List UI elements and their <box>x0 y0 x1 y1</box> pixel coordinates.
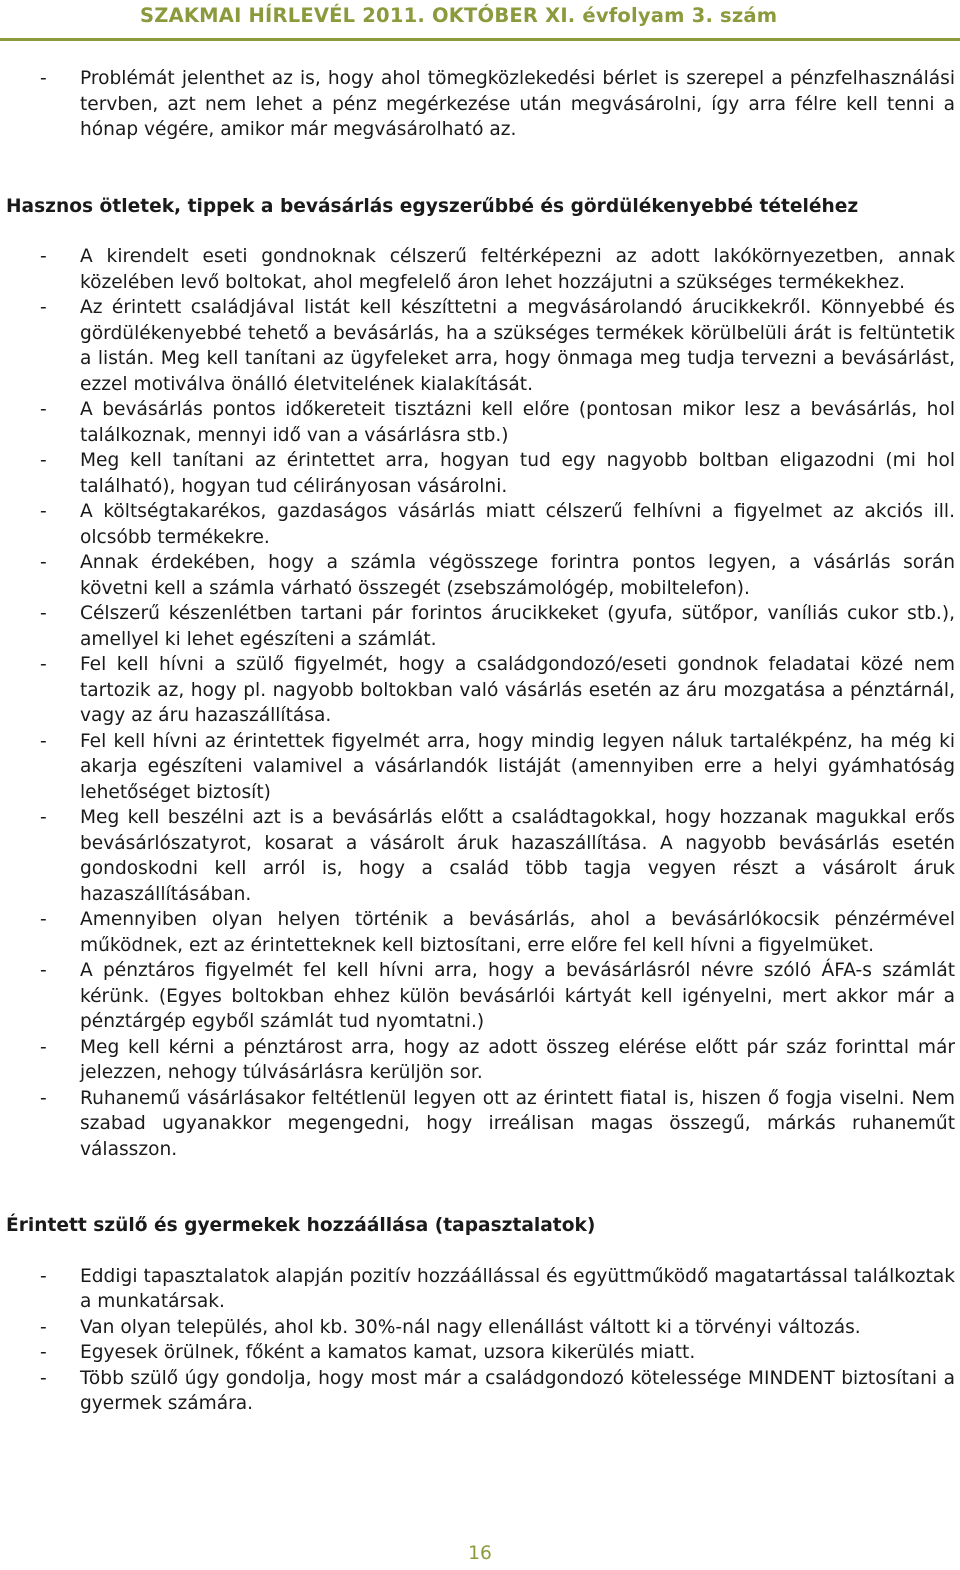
section-heading-attitudes: Érintett szülő és gyermekek hozzáállása (tapasztalatok) <box>6 1215 596 1236</box>
intro-list <box>6 66 955 143</box>
list-dash: - <box>40 1265 47 1287</box>
list-dash: - <box>40 246 47 267</box>
list-dash: - <box>40 399 47 420</box>
spacer <box>6 219 955 244</box>
list-dash: - <box>40 501 47 522</box>
list-item-text: Több szülő úgy gondolja, hogy most már a családgondozó kötelessége MINDENT biztosítani a gyermek számára. <box>80 1367 955 1414</box>
list-item-text: A bevásárlás pontos időkereteit tisztázni kell előre (pontosan mikor lesz a bevásárlás, hol találkoznak, mennyi idő van a vásárlásra stb.) <box>80 399 955 446</box>
list-item-text: Fel kell hívni az érintettek figyelmét arra, hogy mindig legyen náluk tartalékpénz, ha még ki akarja egészíteni valamivel a vásárlandók listáját (amennyiben erre a helyi gyámhatóság lehetőséget biztosít) <box>80 730 955 803</box>
list-item-text: Van olyan település, ahol kb. 30%-nál nagy ellenállást váltott ki a törvényi változás. <box>80 1316 861 1338</box>
list-item <box>6 295 955 397</box>
list-item-text: A kirendelt eseti gondnoknak célszerű feltérképezni az adott lakókörnyezetben, annak közelében levő boltokat, ahol megfelelő áron lehet hozzájutni a szükséges termékekhez. <box>80 246 955 293</box>
list-item-text: Problémát jelenthet az is, hogy ahol tömegközlekedési bérlet is szerepel a pénzfelhasználási tervben, azt nem lehet a pénz megérkezése után megvásárolni, így arra félre kell tenni a hónap végére, amikor már megvásárolható az. <box>80 68 955 140</box>
list-dash: - <box>40 1087 47 1109</box>
list-item <box>6 66 955 143</box>
list-dash: - <box>40 297 47 318</box>
list-item <box>6 805 955 907</box>
list-item <box>6 1035 955 1086</box>
list-item-text: Fel kell hívni a szülő figyelmét, hogy a családgondozó/eseti gondnok feladatai közé nem tartozik az, hogy pl. nagyobb boltokban való vásárlás esetén az áru mozgatása a pénztárnál, vagy az áru hazaszállítása. <box>80 654 955 726</box>
list-dash: - <box>40 68 47 89</box>
list-item-text: Amennyiben olyan helyen történik a bevásárlás, ahol a bevásárlókocsik pénzérmével működnek, ezt az érintetteknek kell biztosítani, erre előre fel kell hívni a figyelmüket. <box>80 909 955 956</box>
list-item <box>6 244 955 295</box>
list-item-text: Meg kell beszélni azt is a bevásárlás előtt a családtagokkal, hogy hozzanak magukkal erős bevásárlószatyrot, kosarat a vásárolt áruk hazaszállítása. A nagyobb bevásárlás esetén gondoskodni kell arról is, hogy a család több tagja vegyen részt a vásárolt áruk hazaszállításában. <box>80 807 955 905</box>
attitudes-list <box>6 1264 955 1417</box>
list-item <box>6 550 955 601</box>
list-item-text: Eddigi tapasztalatok alapján pozitív hozzáállással és együttműködő magatartással találkoztak a munkatársak. <box>80 1265 955 1312</box>
newsletter-title: SZAKMAI HÍRLEVÉL 2011. OKTÓBER XI. évfolyam 3. szám <box>140 4 778 27</box>
spacer <box>6 1162 955 1213</box>
list-dash: - <box>40 730 47 752</box>
list-item <box>6 1315 955 1341</box>
list-item <box>6 499 955 550</box>
list-dash: - <box>40 552 47 573</box>
list-item <box>6 397 955 448</box>
list-item <box>6 729 955 806</box>
list-item-text: Meg kell tanítani az érintettet arra, hogyan tud egy nagyobb boltban eligazodni (mi hol található), hogyan tud célirányosan vásárolni. <box>80 450 955 497</box>
spacer <box>6 143 955 194</box>
list-item-text: Meg kell kérni a pénztárost arra, hogy az adott összeg elérése előtt pár száz forinttal már jelezzen, nehogy túlvásárlásra kerüljön sor. <box>80 1036 955 1083</box>
list-item <box>6 1264 955 1315</box>
list-item <box>6 652 955 729</box>
list-item <box>6 1366 955 1417</box>
list-item <box>6 907 955 958</box>
header-divider <box>0 38 960 41</box>
spacer <box>6 1239 955 1264</box>
list-dash: - <box>40 1316 47 1338</box>
list-item-text: Ruhanemű vásárlásakor feltétlenül legyen ott az érintett fiatal is, hiszen ő fogja viselni. Nem szabad ugyanakkor megengedni, hogy irreálisan magas összegű, márkás ruhaneműt válasszon. <box>80 1087 955 1160</box>
list-item-text: Az érintett családjával listát kell készíttetni a megvásárolandó árucikkekről. Könnyebbé és gördülékenyebbé tehető a bevásárlás, ha a szükséges termékek körülbelüli árát is feltüntetik a listán. Meg kell tanítani az ügyfeleket arra, hogy önmaga meg tudja tervezni a bevásárlást, ezzel motiválva önálló életvitelének kialakítását. <box>80 297 955 395</box>
section-heading-tips: Hasznos ötletek, tippek a bevásárlás egyszerűbbé és gördülékenyebbé tételéhez <box>6 195 859 217</box>
list-dash: - <box>40 603 47 624</box>
document-body <box>6 66 955 1417</box>
tips-list <box>6 244 955 1162</box>
list-item <box>6 958 955 1035</box>
list-dash: - <box>40 450 47 471</box>
list-item-text: Egyesek örülnek, főként a kamatos kamat, uzsora kikerülés miatt. <box>80 1342 696 1363</box>
list-item <box>6 1086 955 1163</box>
list-item-text: Annak érdekében, hogy a számla végösszege forintra pontos legyen, a vásárlás során követni kell a számla várható összegét (zsebszámológép, mobiltelefon). <box>80 552 955 599</box>
list-dash: - <box>40 1367 47 1389</box>
list-dash: - <box>40 1342 47 1363</box>
page-number: 16 <box>468 1543 492 1564</box>
list-item-text: Célszerű készenlétben tartani pár forintos árucikkeket (gyufa, sütőpor, vaníliás cukor stb.), amellyel ki lehet egészíteni a számlát. <box>80 603 955 650</box>
list-dash: - <box>40 960 47 981</box>
list-item <box>6 448 955 499</box>
list-item-text: A pénztáros figyelmét fel kell hívni arra, hogy a bevásárlásról névre szóló ÁFA-s számlát kérünk. (Egyes boltokban ehhez külön bevásárlói kártyát kell igényelni, mert akkor már a pénztárgép egyből számlát tud nyomtatni.) <box>80 960 955 1032</box>
list-dash: - <box>40 1036 47 1058</box>
page-header <box>0 0 960 42</box>
list-item <box>6 601 955 652</box>
list-item <box>6 1340 955 1366</box>
list-item-text: A költségtakarékos, gazdaságos vásárlás miatt célszerű felhívni a figyelmet az akciós ill. olcsóbb termékekre. <box>80 501 955 548</box>
list-dash: - <box>40 807 47 828</box>
list-dash: - <box>40 654 47 675</box>
list-dash: - <box>40 909 47 930</box>
